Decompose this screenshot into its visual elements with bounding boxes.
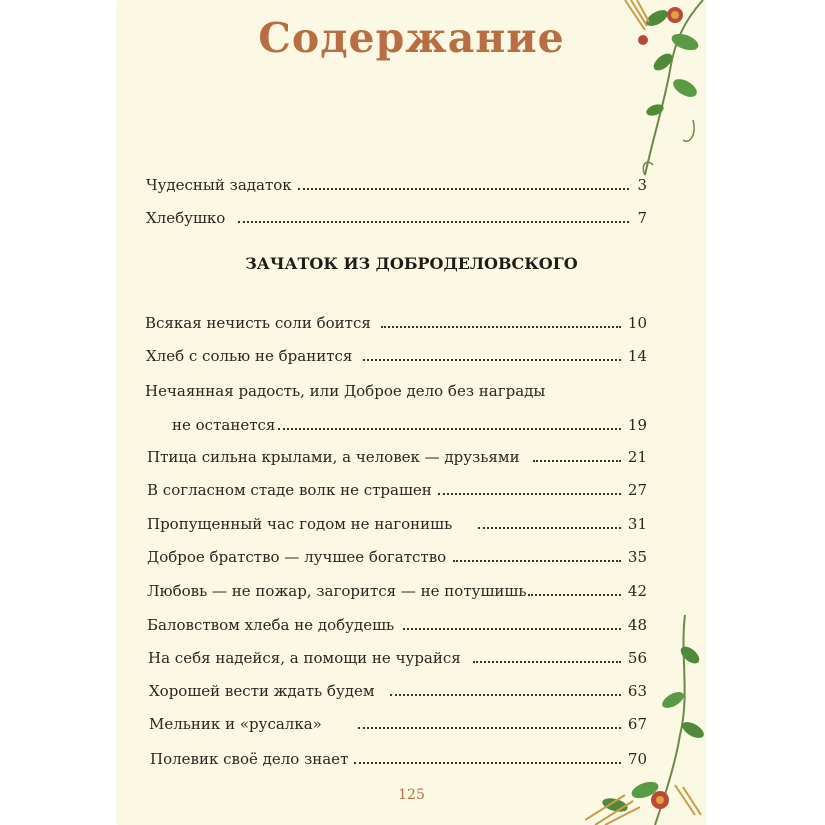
toc-entry-page: 21 [627, 448, 647, 466]
toc-leader-dots [403, 614, 621, 630]
toc-entry [118, 680, 705, 702]
toc-entry-title: Чудесный задаток [146, 176, 292, 194]
toc-entry-page: 31 [627, 515, 647, 533]
toc-entry-title: Хлебушко [146, 209, 226, 227]
page-title: Содержание [258, 14, 565, 62]
book-page [118, 0, 705, 825]
toc-leader-dots [298, 174, 629, 190]
toc-leader-dots [358, 713, 621, 729]
toc-leader-dots [278, 414, 621, 430]
toc-entry-page: 14 [627, 347, 647, 365]
toc-entry-title: Полевик своё дело знает [150, 750, 349, 768]
toc-leader-dots [528, 580, 621, 596]
toc-leader-dots [363, 345, 621, 361]
toc-entry [118, 614, 705, 636]
toc-entry-title: В согласном стаде волк не страшен [147, 481, 432, 499]
toc-entry [118, 748, 705, 770]
toc-entry-page: 63 [627, 682, 647, 700]
toc-leader-dots [533, 446, 621, 462]
toc-entry-title: На себя надейся, а помощи не чурайся [148, 649, 461, 667]
toc-leader-dots [473, 647, 621, 663]
toc-entry-page: 48 [627, 616, 647, 634]
toc-leader-dots [390, 680, 621, 696]
toc-entry [118, 446, 705, 468]
toc-entry-title: Нечаянная радость, или Доброе дело без награды [145, 382, 546, 400]
toc-entry-title: Доброе братство — лучшее богатство [147, 548, 447, 566]
toc-entry [118, 345, 705, 367]
toc-entry-title: Всякая нечисть соли боится [145, 314, 371, 332]
toc-entry [118, 647, 705, 669]
floral-ornament-top-icon [585, 0, 705, 185]
toc-entry-title: Хорошей вести ждать будем [149, 682, 375, 700]
toc-leader-dots [478, 513, 621, 529]
toc-entry [118, 479, 705, 501]
toc-entry-page: 56 [627, 649, 647, 667]
toc-entry-title: Птица сильна крылами, а человек — друзьями [147, 448, 520, 466]
toc-leader-dots [438, 479, 621, 495]
toc-entry [118, 414, 705, 436]
section-heading: ЗАЧАТОК ИЗ ДОБРОДЕЛОВСКОГО [245, 254, 578, 273]
toc-leader-dots [453, 546, 621, 562]
toc-entry [118, 312, 705, 334]
toc-entry [118, 513, 705, 535]
toc-leader-dots [354, 748, 621, 764]
toc-entry-page: 42 [627, 582, 647, 600]
toc-entry [118, 380, 705, 402]
toc-entry-title: Пропущенный час годом не нагонишь [147, 515, 453, 533]
toc-entry-title: Хлеб с солью не бранится [146, 347, 353, 365]
toc-entry-title: Баловством хлеба не добудешь [147, 616, 395, 634]
toc-entry [118, 580, 705, 602]
toc-entry-page: 67 [627, 715, 647, 733]
toc-entry-page: 27 [627, 481, 647, 499]
toc-entry-title: не останется [172, 416, 276, 434]
page-number: 125 [398, 787, 425, 803]
toc-entry [118, 713, 705, 735]
toc-leader-dots [381, 312, 621, 328]
toc-entry-title: Мельник и «русалка» [149, 715, 322, 733]
toc-entry [118, 174, 705, 196]
toc-entry-page: 19 [627, 416, 647, 434]
toc-entry-page: 10 [627, 314, 647, 332]
toc-entry-page: 70 [627, 750, 647, 768]
toc-entry-title: Любовь — не пожар, загорится — не потушишь [147, 582, 527, 600]
toc-entry [118, 207, 705, 229]
toc-entry-page: 35 [627, 548, 647, 566]
toc-leader-dots [238, 207, 629, 223]
toc-entry-page: 3 [637, 176, 647, 194]
toc-entry [118, 546, 705, 568]
toc-entry-page: 7 [637, 209, 647, 227]
